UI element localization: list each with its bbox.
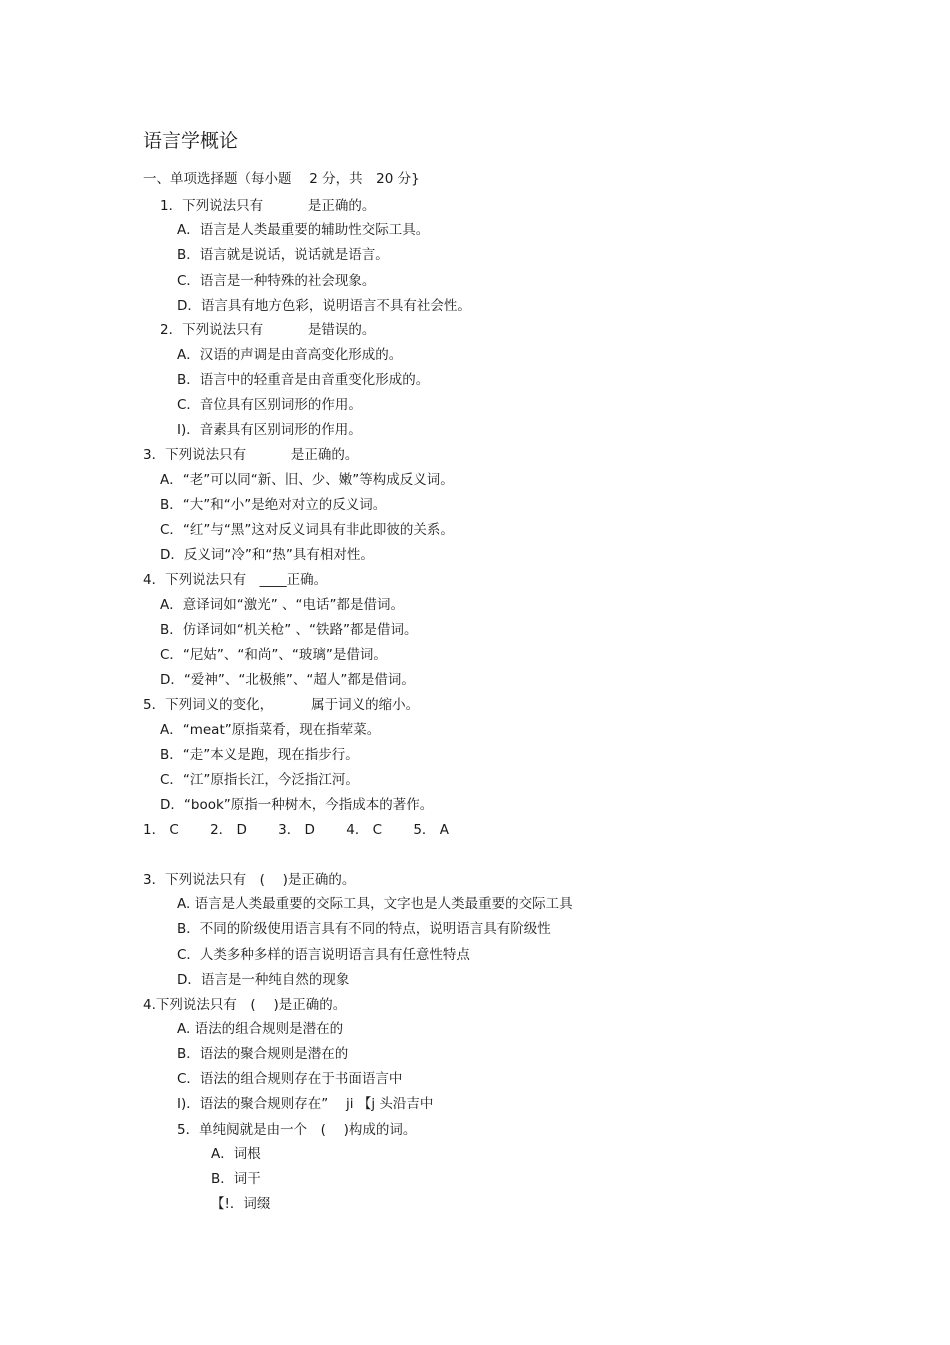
q4-option-c: C．“尼姑”、“和尚”、“玻璃”是借词。 [160, 647, 387, 663]
q4b-option-c: C．语法的组合规则存在于书面语言中 [177, 1071, 403, 1087]
q3-option-d: D．反义词“冷”和“热”具有相对性。 [160, 547, 374, 563]
q5-option-d: D．“book”原指一种树木，今指成本的著作。 [160, 797, 434, 813]
q2-option-a: A．汉语的声调是由音高变化形成的。 [177, 347, 403, 363]
q2-option-c: C．音位具有区别词形的作用。 [177, 397, 362, 413]
q3b-option-c: C．人类多种多样的语言说明语言具有任意性特点 [177, 947, 470, 963]
q3b-option-d: D．语言是一种纯自然的现象 [177, 972, 350, 988]
q4-option-d: D．“爱神”、“北极熊”、“超人”都是借词。 [160, 672, 415, 688]
q2-option-d: I)．音素具有区别词形的作用。 [177, 422, 362, 438]
q1-option-b: B．语言就是说话，说话就是语言。 [177, 247, 389, 263]
document-title: 语言学概论 [143, 130, 239, 152]
q5-option-a: A．“meat”原指菜肴，现在指荤菜。 [160, 722, 381, 738]
question-3: 3．下列说法只有 是正确的。 [143, 447, 359, 463]
q1-option-d: D．语言具有地方色彩，说明语言不具有社会性。 [177, 298, 471, 314]
question-3b: 3．下列说法只有 ( )是正确的。 [143, 872, 356, 888]
answer-key: 1． C 2． D 3． D 4． C 5． A [143, 822, 449, 838]
q4-option-a: A．意译词如“激光” 、“电话”都是借词。 [160, 597, 405, 613]
q4-option-b: B．仿译词如“机关枪” 、“铁路”都是借词。 [160, 622, 418, 638]
question-4: 4．下列说法只有 ____正确。 [143, 572, 328, 588]
question-2: 2．下列说法只有 是错误的。 [160, 322, 376, 338]
q5b-option-c: 【!．词缀 [211, 1196, 271, 1212]
question-5b: 5．单纯阋就是由一个 ( )构成的词。 [177, 1122, 417, 1138]
q3-option-b: B．“大”和“小”是绝对对立的反义词。 [160, 497, 387, 513]
q1-option-a: A．语言是人类最重要的辅助性交际工具。 [177, 222, 430, 238]
q5-option-b: B．“走”本义是跑，现在指步行。 [160, 747, 359, 763]
question-1: 1．下列说法只有 是正确的。 [160, 198, 376, 214]
q4b-option-b: B．语法的聚合规则是潜在的 [177, 1046, 349, 1062]
q5b-option-b: B．词干 [211, 1171, 261, 1187]
q3-option-a: A．“老”可以同“新、旧、少、嫩”等构成反义词。 [160, 472, 454, 488]
q2-option-b: B．语言中的轻重音是由音重变化形成的。 [177, 372, 430, 388]
section-heading: 一、单项选择题（每小题 2 分，共 20 分} [143, 171, 420, 187]
question-5: 5．下列词义的变化， 属于词义的缩小。 [143, 697, 420, 713]
q1-option-c: C．语言是一种特殊的社会现象。 [177, 273, 376, 289]
q5-option-c: C．“江”原指长江，今泛指江河。 [160, 772, 359, 788]
q5b-option-a: A．词根 [211, 1146, 261, 1162]
q4b-option-a: A. 语法的组合规则是潜在的 [177, 1021, 344, 1037]
q3b-option-b: B．不同的阶级使用语言具有不同的特点，说明语言具有阶级性 [177, 921, 551, 937]
q4b-option-d: I)．语法的聚合规则存在” ji 【j 头沿吉中 [177, 1096, 434, 1112]
q3b-option-a: A. 语言是人类最重要的交际工具，文字也是人类最重要的交际工具 [177, 896, 573, 912]
q3-option-c: C．“红”与“黑”这对反义词具有非此即彼的关系。 [160, 522, 454, 538]
question-4b: 4.下列说法只有 ( )是正确的。 [143, 997, 347, 1013]
